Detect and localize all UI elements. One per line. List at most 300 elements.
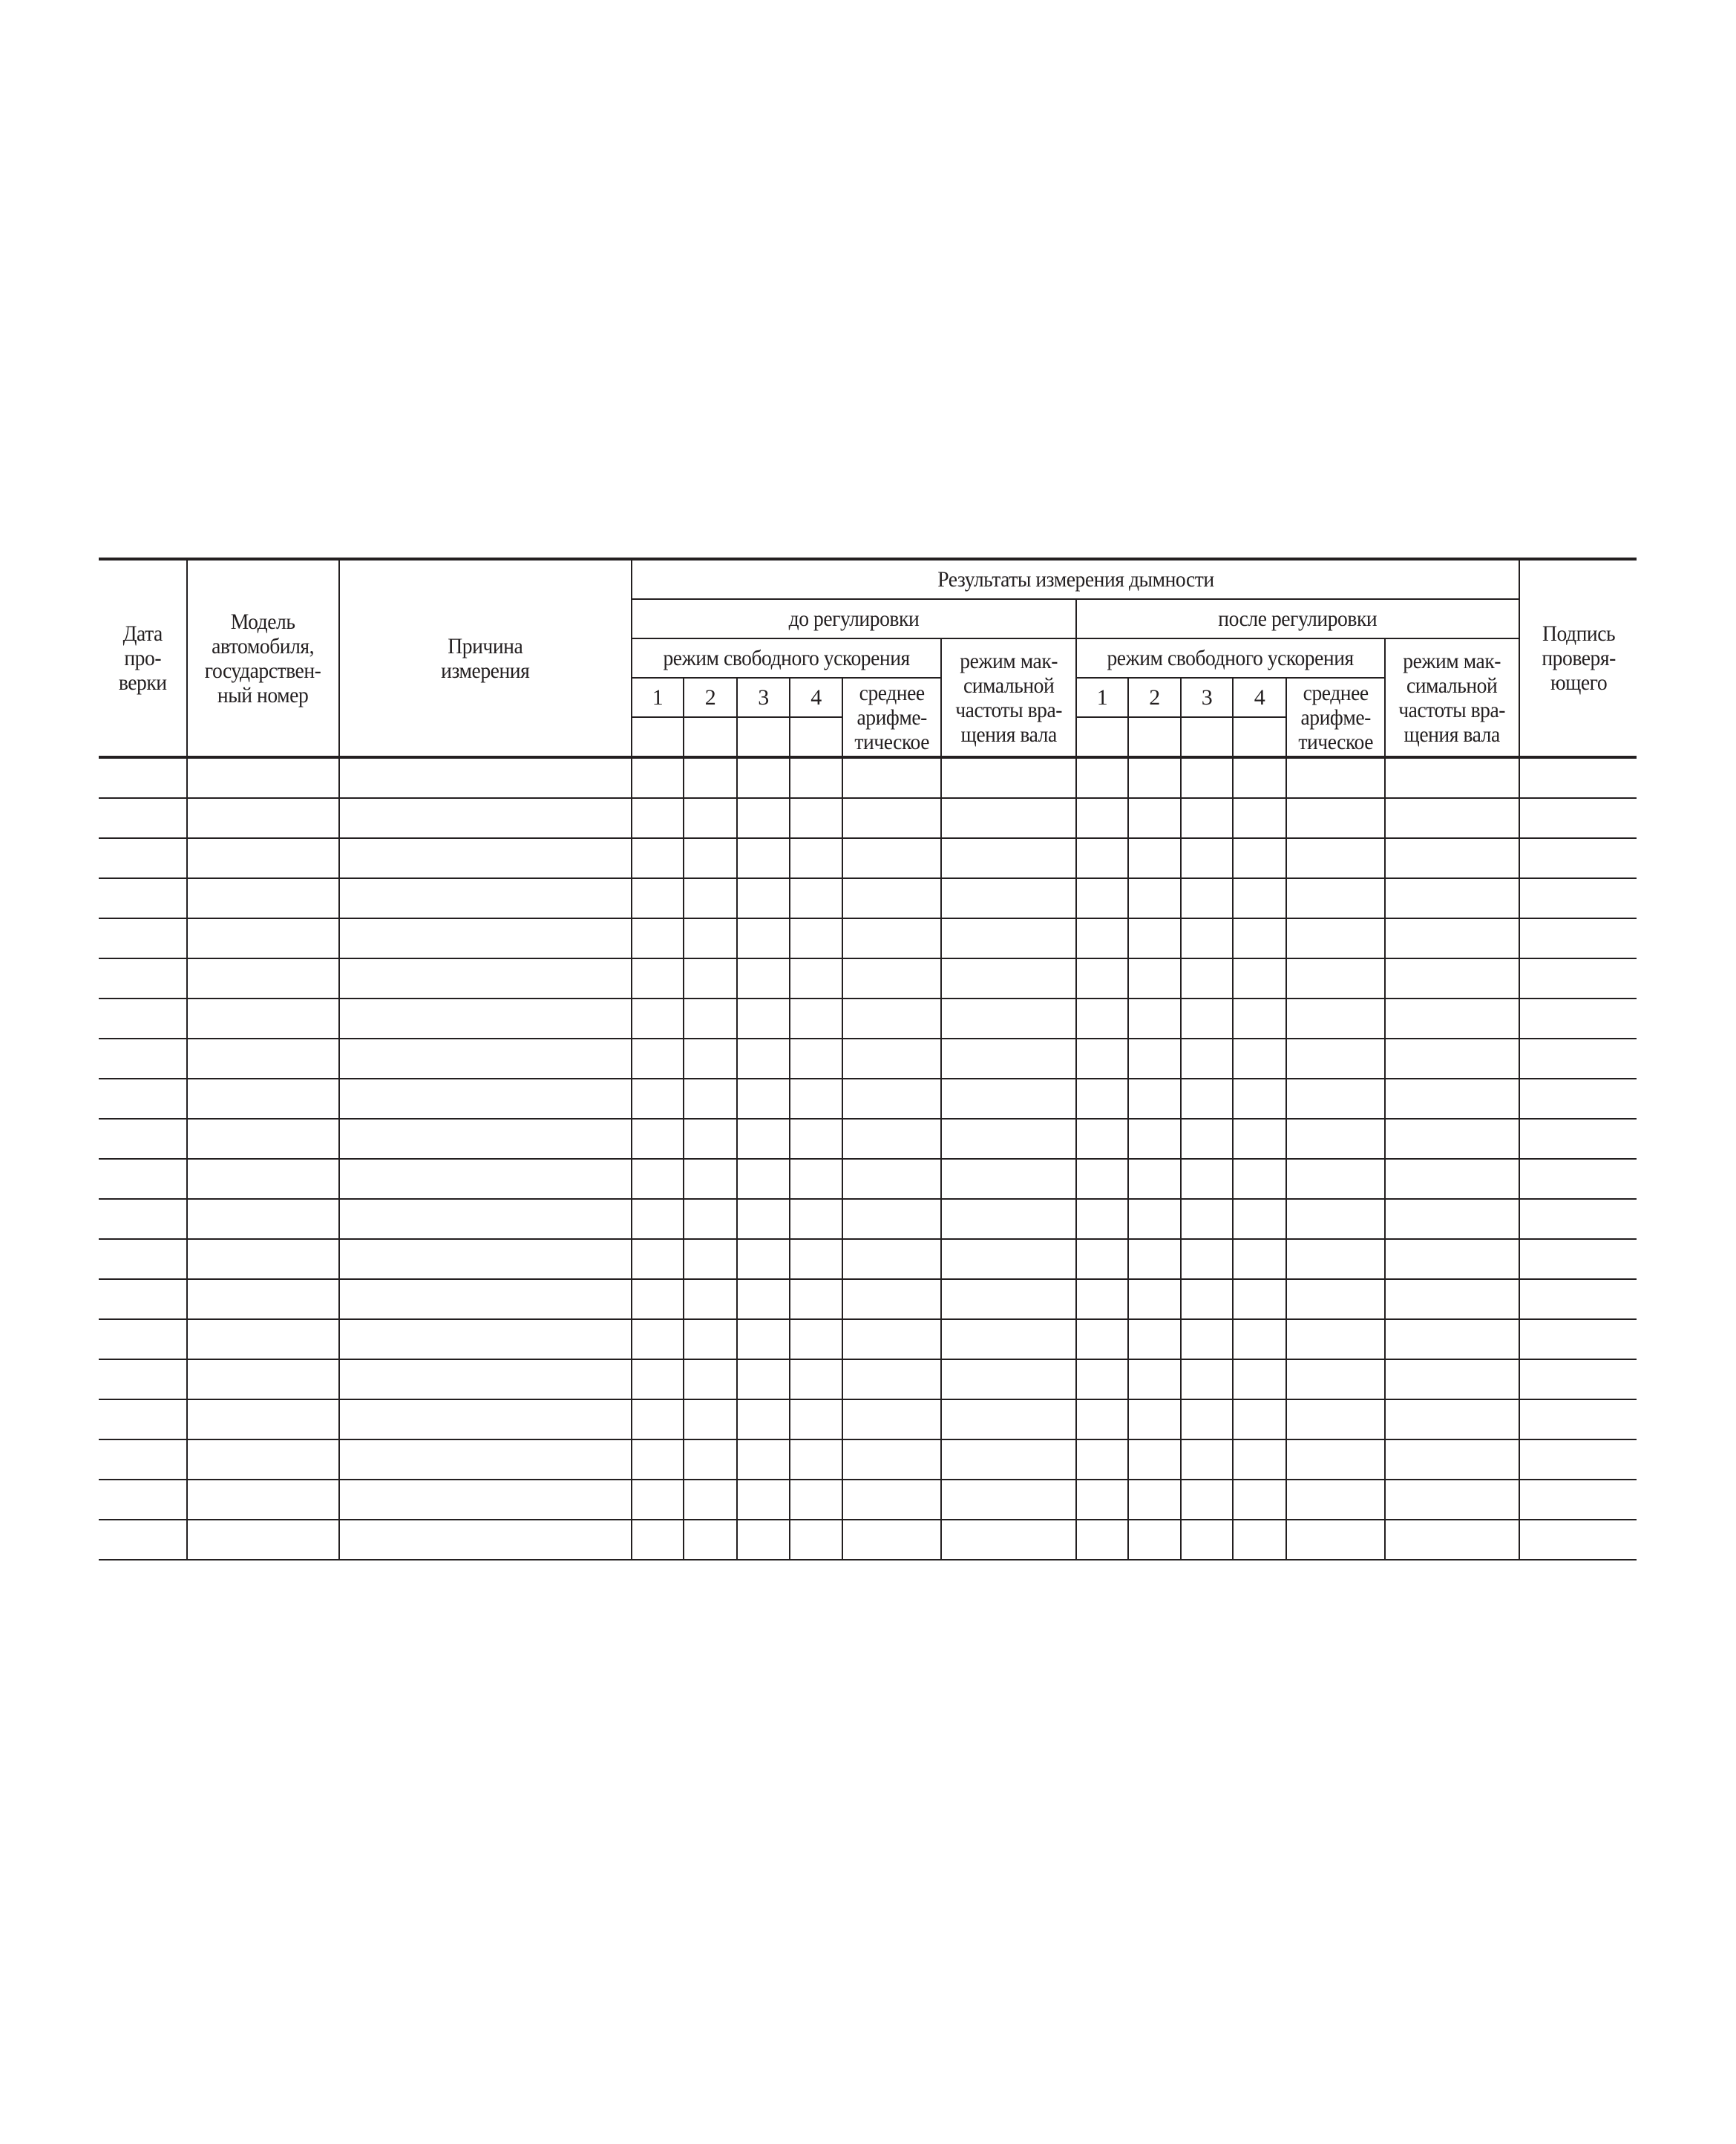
table-row	[99, 918, 1637, 958]
table-cell	[99, 1319, 187, 1359]
table-cell	[790, 1520, 842, 1560]
table-cell	[1128, 1359, 1181, 1399]
table-cell	[1519, 1319, 1637, 1359]
table-cell	[842, 1480, 941, 1520]
header-blank	[790, 717, 842, 757]
table-cell	[737, 838, 790, 878]
table-cell	[1128, 1480, 1181, 1520]
header-before-mean	[842, 678, 941, 757]
table-row	[99, 1480, 1637, 1520]
table-cell	[842, 1520, 941, 1560]
table-cell	[1519, 1520, 1637, 1560]
table-cell	[1385, 1359, 1519, 1399]
table-cell	[99, 1520, 187, 1560]
header-before-3: 3	[737, 678, 790, 717]
table-cell	[1286, 1199, 1385, 1239]
table-cell	[1128, 798, 1181, 838]
table-cell	[1181, 838, 1233, 878]
table-cell	[941, 757, 1076, 798]
table-row	[99, 1399, 1637, 1439]
table-cell	[737, 1319, 790, 1359]
table-cell	[1385, 918, 1519, 958]
table-cell	[1286, 999, 1385, 1039]
table-cell	[632, 838, 684, 878]
table-cell	[1519, 999, 1637, 1039]
table-cell	[187, 1039, 339, 1079]
table-cell	[1181, 1199, 1233, 1239]
table-cell	[1519, 1439, 1637, 1480]
table-cell	[842, 757, 941, 798]
table-cell	[737, 1239, 790, 1279]
table-cell	[339, 1319, 632, 1359]
table-cell	[1128, 838, 1181, 878]
table-cell	[1233, 1159, 1286, 1199]
header-before	[632, 599, 1076, 638]
table-cell	[1128, 1199, 1181, 1239]
table-cell	[1519, 838, 1637, 878]
table-cell	[1076, 798, 1128, 838]
header-model-label: Модель автомобиля, государствен- ный номер	[205, 609, 321, 707]
table-cell	[1181, 1439, 1233, 1480]
header-after-2: 2	[1128, 678, 1181, 717]
header-reason	[339, 559, 632, 757]
table-cell	[684, 1239, 737, 1279]
table-cell	[684, 798, 737, 838]
table-cell	[790, 878, 842, 918]
table-cell	[1181, 1399, 1233, 1439]
table-cell	[1076, 1239, 1128, 1279]
table-cell	[1076, 1319, 1128, 1359]
table-cell	[339, 1480, 632, 1520]
table-cell	[1076, 878, 1128, 918]
table-cell	[941, 1079, 1076, 1119]
table-cell	[737, 1480, 790, 1520]
table-cell	[1076, 1439, 1128, 1480]
table-row	[99, 838, 1637, 878]
table-cell	[842, 1279, 941, 1319]
table-cell	[1076, 757, 1128, 798]
table-cell	[941, 1159, 1076, 1199]
table-cell	[684, 1319, 737, 1359]
table-cell	[1233, 999, 1286, 1039]
table-cell	[790, 838, 842, 878]
header-before-2: 2	[684, 678, 737, 717]
table-cell	[1519, 798, 1637, 838]
table-row	[99, 999, 1637, 1039]
table-cell	[1076, 918, 1128, 958]
table-cell	[941, 1119, 1076, 1159]
table-cell	[1076, 1199, 1128, 1239]
table-cell	[99, 1039, 187, 1079]
table-cell	[339, 798, 632, 838]
table-cell	[941, 1039, 1076, 1079]
table-cell	[1286, 798, 1385, 838]
table-cell	[684, 1279, 737, 1319]
table-cell	[842, 1239, 941, 1279]
table-cell	[1385, 1279, 1519, 1319]
table-cell	[1286, 918, 1385, 958]
table-cell	[1181, 798, 1233, 838]
table-row	[99, 757, 1637, 798]
header-after-4: 4	[1233, 678, 1286, 717]
table-cell	[1181, 1279, 1233, 1319]
table-cell	[187, 838, 339, 878]
table-cell	[632, 1399, 684, 1439]
table-cell	[941, 1520, 1076, 1560]
table-cell	[684, 918, 737, 958]
table-cell	[842, 1359, 941, 1399]
table-cell	[99, 838, 187, 878]
header-after-label: после регулировки	[1218, 607, 1378, 631]
table-cell	[1286, 1359, 1385, 1399]
table-cell	[1519, 1079, 1637, 1119]
table-cell	[339, 1279, 632, 1319]
table-cell	[187, 1279, 339, 1319]
table-cell	[1519, 958, 1637, 999]
table-cell	[1519, 878, 1637, 918]
table-cell	[99, 878, 187, 918]
table-cell	[1181, 1480, 1233, 1520]
table-cell	[790, 1480, 842, 1520]
table-cell	[187, 958, 339, 999]
table-row	[99, 1159, 1637, 1199]
table-cell	[1076, 1279, 1128, 1319]
table-cell	[339, 1119, 632, 1159]
table-cell	[1519, 1279, 1637, 1319]
table-cell	[99, 999, 187, 1039]
table-cell	[737, 1520, 790, 1560]
header-date-label: Дата про- верки	[118, 621, 167, 695]
table-cell	[1519, 1119, 1637, 1159]
table-row	[99, 1279, 1637, 1319]
table-cell	[1076, 1520, 1128, 1560]
table-cell	[1128, 1239, 1181, 1279]
table-cell	[790, 1119, 842, 1159]
header-signature-label: Подпись проверя- ющего	[1541, 621, 1616, 695]
table-cell	[1385, 999, 1519, 1039]
table-cell	[99, 1480, 187, 1520]
table-cell	[187, 1359, 339, 1399]
table-cell	[684, 999, 737, 1039]
table-cell	[632, 757, 684, 798]
table-cell	[339, 1199, 632, 1239]
table-cell	[1385, 838, 1519, 878]
table-cell	[1385, 1520, 1519, 1560]
header-after-free-accel	[1076, 638, 1385, 678]
table-cell	[1181, 1520, 1233, 1560]
table-cell	[842, 798, 941, 838]
table-cell	[1128, 757, 1181, 798]
table-cell	[941, 1239, 1076, 1279]
table-cell	[737, 1119, 790, 1159]
table-cell	[737, 878, 790, 918]
table-row	[99, 1119, 1637, 1159]
table-cell	[187, 1439, 339, 1480]
table-cell	[1181, 1039, 1233, 1079]
table-cell	[842, 1079, 941, 1119]
table-cell	[1076, 958, 1128, 999]
header-after-max-speed	[1385, 638, 1519, 757]
table-cell	[99, 918, 187, 958]
header-blank	[684, 717, 737, 757]
table-cell	[1181, 958, 1233, 999]
table-cell	[1385, 1399, 1519, 1439]
table-cell	[941, 918, 1076, 958]
table-cell	[842, 918, 941, 958]
table-cell	[790, 999, 842, 1039]
table-cell	[1233, 878, 1286, 918]
table-cell	[1181, 757, 1233, 798]
table-cell	[339, 1359, 632, 1399]
table-cell	[737, 1359, 790, 1399]
table-cell	[632, 1159, 684, 1199]
table-cell	[1519, 918, 1637, 958]
table-cell	[1128, 958, 1181, 999]
table-cell	[1233, 1199, 1286, 1239]
table-cell	[1128, 1079, 1181, 1119]
table-cell	[1128, 1520, 1181, 1560]
table-cell	[1286, 1279, 1385, 1319]
table-cell	[1076, 1039, 1128, 1079]
label: среднее арифме- тическое	[854, 680, 929, 754]
table-cell	[684, 1119, 737, 1159]
table-cell	[1128, 1439, 1181, 1480]
table-cell	[1233, 1279, 1286, 1319]
table-cell	[790, 1159, 842, 1199]
table-cell	[632, 1520, 684, 1560]
table-cell	[737, 999, 790, 1039]
table-cell	[790, 1319, 842, 1359]
table-cell	[187, 1159, 339, 1199]
table-cell	[1286, 757, 1385, 798]
table-cell	[1286, 958, 1385, 999]
table-cell	[941, 1359, 1076, 1399]
header-results-label: Результаты измерения дымности	[937, 567, 1214, 592]
table-cell	[1076, 1079, 1128, 1119]
table-cell	[1181, 1079, 1233, 1119]
table-cell	[1233, 1079, 1286, 1119]
table-cell	[941, 798, 1076, 838]
table-cell	[1233, 1520, 1286, 1560]
table-cell	[187, 1239, 339, 1279]
table-cell	[1128, 918, 1181, 958]
table-cell	[1128, 1399, 1181, 1439]
table-cell	[941, 1319, 1076, 1359]
table-cell	[790, 757, 842, 798]
table-cell	[1076, 1359, 1128, 1399]
table-cell	[1385, 1039, 1519, 1079]
table-cell	[1519, 1159, 1637, 1199]
table-cell	[842, 878, 941, 918]
table-row	[99, 1520, 1637, 1560]
table-cell	[842, 1119, 941, 1159]
table-cell	[1128, 878, 1181, 918]
table-cell	[941, 1480, 1076, 1520]
table-cell	[1385, 798, 1519, 838]
table-cell	[1128, 1159, 1181, 1199]
table-cell	[99, 1399, 187, 1439]
table-cell	[632, 999, 684, 1039]
table-cell	[1233, 798, 1286, 838]
table-cell	[187, 1119, 339, 1159]
table-cell	[1519, 1399, 1637, 1439]
table-cell	[99, 1119, 187, 1159]
label: режим свободного ускорения	[663, 646, 910, 670]
table-cell	[684, 1199, 737, 1239]
table-cell	[1385, 958, 1519, 999]
table-cell	[1076, 1159, 1128, 1199]
table-cell	[632, 1079, 684, 1119]
table-cell	[187, 1199, 339, 1239]
table-cell	[99, 1079, 187, 1119]
table-cell	[1385, 1159, 1519, 1199]
table-cell	[1519, 1359, 1637, 1399]
table-cell	[339, 999, 632, 1039]
table-cell	[1519, 757, 1637, 798]
table-cell	[632, 918, 684, 958]
table-cell	[1286, 1039, 1385, 1079]
header-signature	[1519, 559, 1637, 757]
table-cell	[1385, 1319, 1519, 1359]
table-cell	[1385, 757, 1519, 798]
table-cell	[842, 1439, 941, 1480]
table-cell	[1286, 1319, 1385, 1359]
table-cell	[684, 1399, 737, 1439]
table-cell	[737, 1199, 790, 1239]
table-cell	[737, 1439, 790, 1480]
table-cell	[1076, 999, 1128, 1039]
table-cell	[1385, 1480, 1519, 1520]
table-row	[99, 1079, 1637, 1119]
table-cell	[1233, 1319, 1286, 1359]
table-cell	[684, 1359, 737, 1399]
table-row	[99, 798, 1637, 838]
table-cell	[1233, 958, 1286, 999]
table-cell	[1233, 918, 1286, 958]
table-cell	[684, 757, 737, 798]
table-row	[99, 958, 1637, 999]
table-cell	[99, 1439, 187, 1480]
table-cell	[1128, 1039, 1181, 1079]
header-blank	[1128, 717, 1181, 757]
table-cell	[1286, 1119, 1385, 1159]
table-cell	[187, 1480, 339, 1520]
table-cell	[790, 1239, 842, 1279]
table-cell	[339, 838, 632, 878]
header-after-1: 1	[1076, 678, 1128, 717]
table-cell	[684, 1439, 737, 1480]
table-cell	[187, 798, 339, 838]
header-before-4: 4	[790, 678, 842, 717]
table-cell	[842, 1399, 941, 1439]
table-cell	[1286, 1239, 1385, 1279]
table-cell	[1233, 757, 1286, 798]
table-cell	[1519, 1039, 1637, 1079]
table-cell	[1233, 1480, 1286, 1520]
table-cell	[1076, 1399, 1128, 1439]
table-cell	[790, 1439, 842, 1480]
table-cell	[1519, 1199, 1637, 1239]
table-cell	[941, 999, 1076, 1039]
header-before-label: до регулировки	[788, 607, 920, 631]
table-cell	[842, 999, 941, 1039]
table-cell	[790, 1399, 842, 1439]
table-cell	[1128, 1119, 1181, 1159]
table-cell	[737, 1159, 790, 1199]
table-cell	[339, 878, 632, 918]
table-cell	[1286, 838, 1385, 878]
table-cell	[790, 1359, 842, 1399]
table-cell	[632, 1279, 684, 1319]
table-row	[99, 1199, 1637, 1239]
table-cell	[1286, 1480, 1385, 1520]
table-cell	[1385, 1119, 1519, 1159]
table-row	[99, 878, 1637, 918]
header-before-1: 1	[632, 678, 684, 717]
table-cell	[187, 1319, 339, 1359]
table-cell	[1181, 878, 1233, 918]
table-cell	[1233, 1399, 1286, 1439]
table-cell	[1233, 1359, 1286, 1399]
table-cell	[790, 1039, 842, 1079]
table-cell	[842, 838, 941, 878]
table-cell	[941, 958, 1076, 999]
table-cell	[1181, 999, 1233, 1039]
table-cell	[737, 958, 790, 999]
table-cell	[842, 1319, 941, 1359]
header-blank	[632, 717, 684, 757]
table-cell	[99, 757, 187, 798]
table-cell	[339, 1399, 632, 1439]
table-cell	[684, 1079, 737, 1119]
table-cell	[99, 1199, 187, 1239]
table-cell	[632, 1199, 684, 1239]
label: режим свободного ускорения	[1107, 646, 1355, 670]
header-before-free-accel	[632, 638, 941, 678]
label: среднее арифме- тическое	[1298, 680, 1373, 754]
table-cell	[632, 1319, 684, 1359]
table-cell	[187, 878, 339, 918]
table-cell	[99, 958, 187, 999]
table-cell	[1385, 1439, 1519, 1480]
table-cell	[1385, 1079, 1519, 1119]
table-cell	[339, 757, 632, 798]
table-cell	[339, 958, 632, 999]
table-cell	[1385, 878, 1519, 918]
table-cell	[339, 918, 632, 958]
table-cell	[1076, 1119, 1128, 1159]
header-date	[99, 559, 187, 757]
table-cell	[99, 1239, 187, 1279]
table-cell	[1128, 1319, 1181, 1359]
table-cell	[1128, 999, 1181, 1039]
header-after-3: 3	[1181, 678, 1233, 717]
table-cell	[1076, 1480, 1128, 1520]
table-cell	[632, 798, 684, 838]
table-cell	[1286, 1159, 1385, 1199]
table-cell	[1181, 1239, 1233, 1279]
table-cell	[684, 1520, 737, 1560]
table-row	[99, 1439, 1637, 1480]
table-cell	[790, 798, 842, 838]
table-cell	[339, 1439, 632, 1480]
table-cell	[187, 918, 339, 958]
table-cell	[632, 1480, 684, 1520]
table-cell	[1128, 1279, 1181, 1319]
table-cell	[1181, 1159, 1233, 1199]
table-cell	[632, 958, 684, 999]
table-cell	[941, 1199, 1076, 1239]
